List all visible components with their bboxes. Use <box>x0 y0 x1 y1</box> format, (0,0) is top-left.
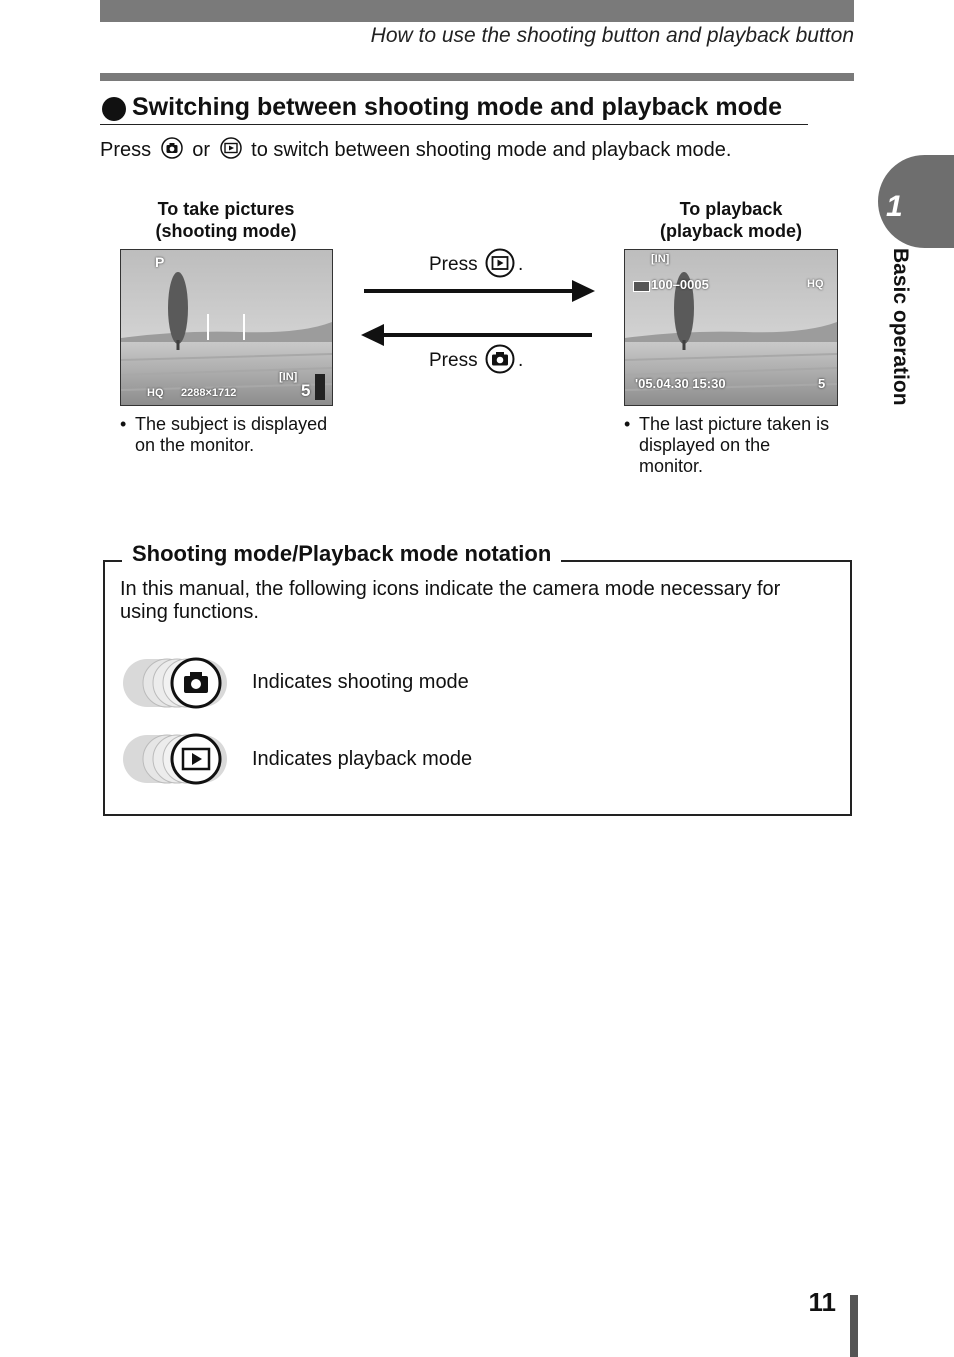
right-caption-line2: (playback mode) <box>659 221 803 241</box>
chapter-label: Basic operation <box>889 248 912 406</box>
datetime-indicator: '05.04.30 15:30 <box>635 376 726 391</box>
page-number: 11 <box>808 1287 836 1317</box>
af-target-mark <box>207 314 245 340</box>
intro-or: or <box>192 139 211 161</box>
notation-title: Shooting mode/Playback mode notation <box>122 541 561 567</box>
playback-icon <box>121 731 231 787</box>
quality-indicator: HQ <box>147 387 164 399</box>
period: . <box>518 254 524 275</box>
right-caption-line1: To playback <box>679 199 783 219</box>
memory-indicator: [IN] <box>279 371 298 383</box>
left-bullet-line2: on the monitor. <box>135 435 255 455</box>
period: . <box>518 350 524 371</box>
shooting-mode-screen <box>120 249 333 406</box>
resolution-indicator: 2288×1712 <box>181 387 237 399</box>
chapter-number: 1 <box>886 190 903 223</box>
memory-indicator: [IN] <box>651 253 670 265</box>
left-bullet-line1: The subject is displayed <box>135 414 328 434</box>
remaining-count: 5 <box>301 381 311 400</box>
arrow-right-icon <box>364 279 596 305</box>
shooting-mode-label: Indicates shooting mode <box>252 671 469 693</box>
quality-indicator: HQ <box>807 278 824 290</box>
playback-button-icon <box>485 248 515 278</box>
right-bullet-line1: The last picture taken is <box>639 414 830 434</box>
camera-button-icon <box>485 344 515 374</box>
running-title: How to use the shooting button and playback button <box>370 24 854 47</box>
left-caption-line2: (shooting mode) <box>155 221 297 241</box>
frame-number: 5 <box>818 376 826 391</box>
shooting-mode-indicator: P <box>155 254 165 270</box>
right-bullet: • The last picture taken is displayed on the monitor. <box>624 414 830 476</box>
intro-rest: to switch between shooting mode and playback mode. <box>251 139 732 161</box>
section-rule <box>100 73 854 81</box>
section-heading <box>100 93 808 125</box>
page-number-bar <box>850 1295 858 1357</box>
file-number: 100–0005 <box>651 277 709 292</box>
intro-press: Press <box>100 139 152 161</box>
press-playback-label: Press <box>429 254 478 275</box>
intro-text <box>100 137 731 162</box>
notation-text: In this manual, the following icons indicate the camera mode necessary for using functions. <box>120 578 781 623</box>
left-bullet: • The subject is displayed on the monitor. <box>120 414 328 455</box>
section-title: Switching between shooting mode and playback mode <box>132 93 783 121</box>
camera-button-icon <box>161 137 183 159</box>
left-caption <box>120 198 332 242</box>
playback-button-icon <box>220 137 242 159</box>
right-bullet-line2: displayed on the <box>639 435 771 455</box>
bullet-dot-icon <box>102 97 126 121</box>
left-caption-line1: To take pictures <box>157 199 295 219</box>
camera-icon <box>121 655 231 711</box>
header-bar <box>100 0 854 22</box>
arrow-left-icon <box>360 322 592 348</box>
playback-mode-screen <box>624 249 838 406</box>
right-caption <box>625 198 837 242</box>
battery-bar <box>315 374 325 400</box>
press-camera-label: Press <box>429 350 478 371</box>
playback-mode-label: Indicates playback mode <box>252 748 473 770</box>
right-bullet-line3: monitor. <box>639 456 704 476</box>
card-icon <box>633 281 650 292</box>
